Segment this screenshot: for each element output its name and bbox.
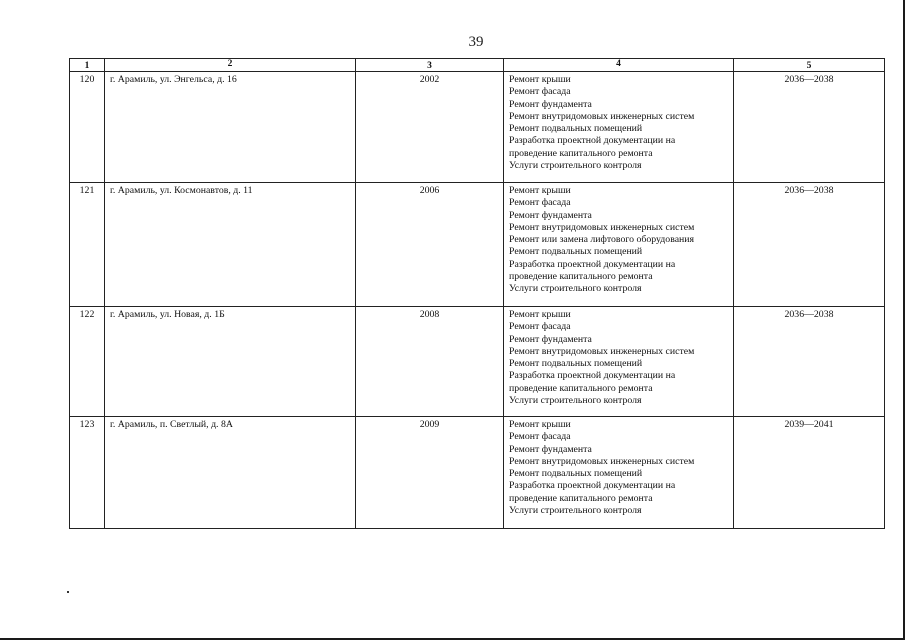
row-number: 121	[70, 183, 105, 307]
table-row	[70, 183, 885, 307]
year-cell: 2009	[356, 417, 504, 529]
work-item: Ремонт фасада	[509, 86, 571, 98]
work-item: Ремонт фасада	[509, 431, 571, 443]
address-cell: г. Арамиль, ул. Энгельса, д. 16	[105, 72, 356, 183]
work-item: Ремонт фундамента	[509, 443, 592, 455]
work-item: Услуги строительного контроля	[509, 505, 642, 517]
row-number: 122	[70, 307, 105, 417]
column-header-5: 5	[734, 59, 885, 72]
work-item: проведение капитального ремонта	[509, 271, 653, 283]
work-item: Ремонт подвальных помещений	[509, 468, 643, 480]
address-cell: г. Арамиль, ул. Космонавтов, д. 11	[105, 183, 356, 307]
address-cell: г. Арамиль, ул. Новая, д. 1Б	[105, 307, 356, 417]
work-item: Ремонт крыши	[509, 309, 571, 320]
works-cell	[504, 417, 734, 529]
works-cell	[504, 183, 734, 307]
work-item: Ремонт внутридомовых инженерных систем	[509, 221, 695, 233]
work-item: Ремонт крыши	[509, 185, 571, 196]
work-item: Разработка проектной документации на	[509, 370, 676, 382]
table-row	[70, 72, 885, 183]
table-row	[70, 307, 885, 417]
work-item: Услуги строительного контроля	[509, 283, 642, 295]
work-item: проведение капитального ремонта	[509, 492, 653, 504]
work-item: Разработка проектной документации на	[509, 480, 676, 492]
work-item: Разработка проектной документации на	[509, 258, 676, 270]
work-item: проведение капитального ремонта	[509, 147, 653, 159]
column-header-1: 1	[70, 59, 105, 72]
capital-repair-table	[69, 58, 885, 529]
work-item: Услуги строительного контроля	[509, 160, 642, 172]
work-item: Ремонт фундамента	[509, 98, 592, 110]
period-cell: 2039—2041	[734, 417, 885, 529]
column-header-3: 3	[356, 59, 504, 72]
row-number: 120	[70, 72, 105, 183]
work-item: Ремонт фасада	[509, 197, 571, 209]
page-number: 39	[468, 34, 484, 50]
column-header-2: 2	[105, 59, 356, 72]
work-item: Ремонт крыши	[509, 74, 571, 85]
work-item: Ремонт фундамента	[509, 333, 592, 345]
work-item: Ремонт внутридомовых инженерных систем	[509, 455, 695, 467]
table-row	[70, 417, 885, 529]
period-cell: 2036—2038	[734, 307, 885, 417]
work-item: Услуги строительного контроля	[509, 395, 642, 407]
column-header-4: 4	[504, 59, 734, 72]
year-cell: 2006	[356, 183, 504, 307]
work-item: Ремонт подвальных помещений	[509, 246, 643, 258]
scan-speck	[67, 591, 69, 593]
work-item: Ремонт подвальных помещений	[509, 123, 643, 135]
period-cell: 2036—2038	[734, 183, 885, 307]
year-cell: 2002	[356, 72, 504, 183]
work-item: Ремонт крыши	[509, 419, 571, 430]
work-item: проведение капитального ремонта	[509, 382, 653, 394]
period-cell: 2036—2038	[734, 72, 885, 183]
address-cell: г. Арамиль, п. Светлый, д. 8А	[105, 417, 356, 529]
works-cell	[504, 72, 734, 183]
row-number: 123	[70, 417, 105, 529]
work-item: Ремонт внутридомовых инженерных систем	[509, 110, 695, 122]
work-item: Разработка проектной документации на	[509, 135, 676, 147]
work-item: Ремонт фасада	[509, 321, 571, 333]
work-item: Ремонт внутридомовых инженерных систем	[509, 345, 695, 357]
header-row	[70, 59, 885, 72]
work-item: Ремонт или замена лифтового оборудования	[509, 234, 695, 246]
year-cell: 2008	[356, 307, 504, 417]
work-item: Ремонт подвальных помещений	[509, 358, 643, 370]
works-cell	[504, 307, 734, 417]
work-item: Ремонт фундамента	[509, 209, 592, 221]
